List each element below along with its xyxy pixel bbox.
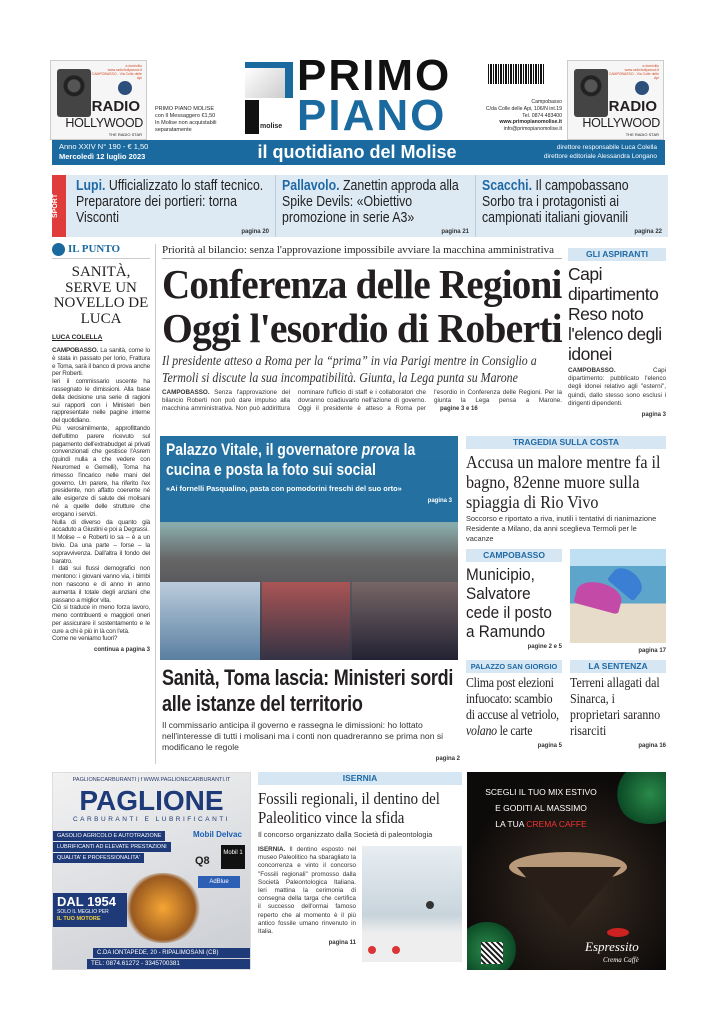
lead-page-link[interactable]: pagine 3 e 16 (440, 406, 478, 413)
photo-story[interactable] (160, 436, 458, 660)
sangiorgio-label: PALAZZO SAN GIORGIO (466, 660, 562, 673)
beach-photo (570, 549, 666, 643)
ad-line3: THE RADIO STAR (625, 132, 659, 137)
radio-badge-icon (635, 81, 649, 95)
ad-phone: TEL: 0874.61272 - 3345700381 (87, 959, 251, 969)
photo-story-headline: Palazzo Vitale, il governatore prova la cucina e posta la foto sui social (166, 440, 416, 479)
il-punto-icon (52, 243, 65, 256)
lead-body: CAMPOBASSO. Senza l'approvazione del bilancio Roberti non può dare impulso alla macchina amministrativa. Non può addirittura nominare l'ufficio di staff e i collaboratori che dovranno coadiuvarlo nell'azione di governo. Oggi il presidente è atteso a Roma per l'esordio in Conferenza delle Regioni. Per la giunta la Lega pensa a Marone. pagine 3 e 16 (162, 389, 562, 413)
tragedia-subtitle: Soccorso e riportato a riva, inutili i tentativi di rianimazione Residente a Milano, da anni sceglieva Termoli per le vacanze (466, 514, 657, 543)
lead-article (162, 244, 562, 414)
isernia-page[interactable]: pagina 11 (328, 940, 356, 947)
engine-graphic (123, 873, 203, 943)
photo-governor (160, 582, 260, 660)
brand-badge-icon (607, 928, 629, 937)
directors: direttore responsabile Luca Colella direttore editoriale Alessandra Longano (543, 144, 657, 160)
ad-line1: RADIO (608, 98, 657, 115)
aspiranti-body: CAMPOBASSO. Capi dipartimento: pubblicato l'elenco degli idonei relativo agli "esterni", quindi, dallo stesso sono esclusi i dirigenti dipendenti. (568, 367, 666, 407)
editorial-il-punto[interactable] (52, 243, 150, 654)
photo-story-page: pagina 3 (427, 498, 452, 504)
isernia-body: ISERNIA. Il dentino esposto nel museo Paleolitico ha sbaragliato la concorrenza e vinto il concorso "Fossili regionali" promosso dalla Società Paleontologica Italiana. Ieri mattina la cerimonia di consegna della targa che certifica il successo dell'ormai famoso reperto che al momento è il più antico fossile umano rinvenuto in Italia. (258, 846, 356, 936)
sport-item[interactable]: Pallavolo. Zanettin approda alla Spike Devils: «Obiettivo promozione in serie A3» pagina 21 (275, 175, 475, 237)
ad-tagline: a domicilio www.radiohollywood.it CAMPOBASSO - Via Colle delle Api (608, 64, 659, 80)
ad-slogan: SCEGLI IL TUO MIX ESTIVO E GODITI AL MASSIMO LA TUA CREMA CAFFE (485, 787, 597, 829)
ad-line2: HOLLYWOOD (582, 116, 660, 130)
aspiranti-page[interactable]: pagina 3 (641, 412, 666, 419)
photo-official (352, 582, 458, 660)
ad-sub: CARBURANTI E LUBRIFICANTI (72, 816, 231, 823)
aspiranti-headline: Capi dipartimento Reso noto l'elenco degli idonei (568, 264, 662, 364)
continue-link[interactable]: continua a pagina 3 (93, 647, 150, 654)
radio-badge-icon (118, 81, 132, 95)
ad-brand-sub: Crema Caffè (603, 956, 639, 964)
aspiranti-label: GLI ASPIRANTI (568, 248, 666, 261)
sentenza-label: LA SENTENZA (570, 660, 666, 673)
espressito-ad[interactable] (467, 772, 666, 970)
isernia-article[interactable] (258, 772, 462, 962)
issue-date: Mercoledì 12 luglio 2023 (59, 152, 146, 161)
radio-hollywood-ad-left[interactable] (50, 60, 147, 140)
lead-headline[interactable]: Conferenza delle Regioni Oggi l'esordio di Roberti (162, 261, 562, 351)
adblue-logo: AdBlue (198, 876, 240, 888)
sanita-subtitle: Il commissario anticipa il governo e rassegna le dimissioni: ho lottato nell'interesse di tutti i molisani ma i conti non quadreranno se prima non si modificano le regole (162, 720, 444, 752)
fossil-display-photo (362, 846, 462, 962)
ad-brand: Espressito (585, 939, 639, 954)
logo-line2: PIANO (297, 91, 447, 140)
isernia-headline: Fossili regionali, il dentino del Paleolitico vince la sfida (258, 789, 440, 827)
speaker-graphic (574, 69, 608, 117)
aspiranti-article[interactable] (568, 248, 666, 419)
sport-label: SPORT (52, 175, 66, 237)
barcode (488, 64, 544, 84)
lead-kicker: Priorità al bilancio: senza l'approvazione impossibile avviare la macchina amministrativa (162, 244, 555, 256)
editorial-body: CAMPOBASSO. La sanità, come lo è stata in passato per Iorio, Frattura e Toma, sarà il banco di prova anche per Roberti. Ieri il commissario uscente ha rassegnato le dimissioni. Alla base della decisione una serie di ragioni sui rapporti con i Ministeri ben rappresentate nelle pagine interne del quotidiano. Più verosimilmente, approfittando dell'ultimo parere ricevuto sul pagamento dell'extrabudget ai privati convenzionati che gestisce l'Asrem (quindi nulla a che vedere con Neuromed e Gemelli), Toma ha rimesso l'incarico nelle mani del governo. Un parere, ha riferito l'ex presidente, non affatto coerente né alle esigenze di salute dei molisani né a quelle delle strutture che erogano i servizi. Nulla di diverso da quanto già accaduto a Giustini e poi a Degrassi. Il Molise – e Roberti lo sa – è a un bivio. Da una parte – forse – la sopravvivenza. Dall'altra il fondo del baratro. I dati sui flussi demografici non mentono: i giovani vanno via, i bimbi non nascono e di anno in anno aumenta il totale degli anziani che passano a miglior vita. Ciò si traduce in meno forza lavoro, meno contribuenti e maggiori oneri per assicurare il sostentamento e le cure a chi è più in là con l'età. Come ne veniamo fuori? (52, 347, 150, 643)
ad-line2: HOLLYWOOD (65, 116, 143, 130)
editorial-author: LUCA COLELLA (52, 334, 103, 341)
sanita-article[interactable] (162, 665, 460, 763)
sentenza-page[interactable]: pagina 16 (638, 743, 666, 749)
isernia-subtitle: Il concorso organizzato dalla Società di paleontologia (258, 830, 433, 839)
sanita-page[interactable]: pagina 2 (435, 756, 460, 762)
paglione-ad[interactable]: PAGLIONECARBURANTI | f WWW.PAGLIONECARBURANTI.IT PAGLIONE CARBURANTI E LUBRIFICANTI GASOLIO AGRICOLO E AUTOTRAZIONE LUBRIFICANTI AD ELEVATE PRESTAZIONI QUALITA' E PROFESSIONALITA' Mobil Delvac Q8 Mobil 1 AdBlue DAL 1954 SOLO IL MEGLIO PER IL TUO MOTORE C.DA IONTAPEDE, 20 - RIPALIMOSANI (CB) TEL: 0874.61272 - 3345700381 (52, 772, 251, 970)
sport-item[interactable]: Lupi. Ufficializzato lo staff tecnico. Preparatore dei portieri: torna Visconti pagina 20 (76, 178, 269, 235)
mobil-delvac-logo: Mobil Delvac (193, 830, 242, 839)
issue-number: Anno XXIV N° 190 - € 1,50 (59, 142, 149, 151)
ad-since: DAL 1954 (57, 894, 117, 909)
masthead-bar (52, 140, 665, 165)
mobil1-logo: Mobil 1 (221, 845, 245, 869)
photo-meeting (262, 582, 350, 660)
ad-bullets: GASOLIO AGRICOLO E AUTOTRAZIONE LUBRIFICANTI AD ELEVATE PRESTAZIONI QUALITA' E PROFESSIONALITA' (53, 831, 171, 863)
isernia-label: ISERNIA (258, 772, 462, 785)
tragedia-headline[interactable]: Accusa un malore mentre fa il bagno, 82enne muore sulla spiaggia di Rio Vivo (466, 452, 661, 512)
editorial-title: SANITÀ, SERVE UN NOVELLO DE LUCA (53, 264, 149, 327)
qr-code (481, 942, 503, 964)
sport-item[interactable]: Scacchi. Il campobassano Sorbo tra i protagonisti ai campionati italiani giovanili pagina 22 (475, 175, 668, 237)
logo-line1: PRIMO (297, 51, 452, 100)
campobasso-page[interactable]: pagine 2 e 5 (527, 644, 562, 650)
sentenza-headline: Terreni allagati dal Sinarca, i proprietari saranno risarciti (570, 676, 661, 739)
sangiorgio-headline: Clima post elezioni infuocato: scambio di accuse al vetriolo, volano le carte (466, 676, 559, 739)
ad-tagline: a domicilio www.radiohollywood.it CAMPOBASSO - Via Colle delle Api (91, 64, 142, 80)
speaker-graphic (57, 69, 91, 117)
sentenza-article[interactable] (570, 660, 666, 750)
section-label: IL PUNTO (68, 243, 121, 255)
price-note: PRIMO PIANO MOLISE con Il Messaggero €1,50 In Molise non acquistabili separatamente (155, 106, 217, 133)
contact-info: Campobasso C/da Colle delle Api, 106/N int.19 Tel. 0874 483400 www.primopianomolise.it info@primopianomolise.it (485, 99, 562, 133)
sangiorgio-article[interactable] (466, 660, 562, 750)
tagline: il quotidiano del Molise (257, 142, 457, 162)
campobasso-headline: Municipio, Salvatore cede il posto a Ramundo (466, 565, 552, 641)
ad-line3: THE RADIO STAR (108, 132, 142, 137)
masthead-logo (245, 51, 475, 140)
right-column (466, 436, 666, 750)
photo-story-quote: «Ai fornelli Pasqualino, pasta con pomodorini freschi del suo orto» (166, 484, 402, 493)
ad-line1: RADIO (91, 98, 140, 115)
lead-subtitle: Il presidente atteso a Roma per la “prima” in via Parigi mentre in Consiglio a Termoli si discute la sua incompatibilità. Giunta, la Lega punta su Marone (162, 353, 537, 385)
ad-address: C.DA IONTAPEDE, 20 - RIPALIMOSANI (CB) (93, 948, 251, 958)
campobasso-article[interactable] (466, 549, 562, 655)
q8-logo: Q8 (195, 855, 210, 867)
logo-sub: molise (260, 123, 283, 130)
radio-hollywood-ad-right[interactable] (567, 60, 664, 140)
campobasso-label: CAMPOBASSO (466, 549, 562, 562)
tragedia-label: TRAGEDIA SULLA COSTA (466, 436, 666, 449)
sangiorgio-page[interactable]: pagina 5 (537, 743, 562, 749)
sanita-headline: Sanità, Toma lascia: Ministeri sordi alle istanze del territorio (162, 665, 454, 716)
leaves-graphic (615, 772, 666, 824)
ad-social: PAGLIONECARBURANTI | f WWW.PAGLIONECARBURANTI.IT (72, 777, 231, 783)
tragedia-page[interactable]: pagina 17 (638, 648, 666, 654)
ad-brand: PAGLIONE (79, 785, 224, 816)
